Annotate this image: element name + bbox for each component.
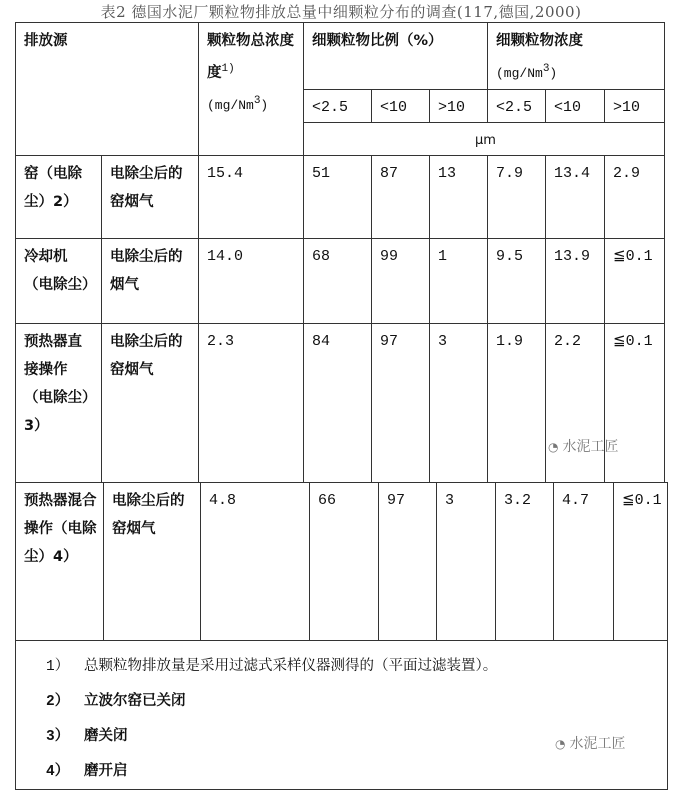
- row-source: 预热器混合操作（电除尘）4）: [16, 483, 104, 641]
- size-header: <10: [546, 90, 605, 123]
- table-title: 表2 德国水泥厂颗粒物排放总量中细颗粒分布的调查(117,德国,2000): [100, 3, 582, 21]
- row-value: 1.9: [488, 324, 546, 483]
- row-total: 15.4: [199, 156, 304, 239]
- table-row: [16, 324, 665, 483]
- row-source: 窑（电除尘）2）: [16, 156, 102, 239]
- watermark: ◔ 水泥工匠: [555, 736, 626, 752]
- row-value: 9.5: [488, 239, 546, 324]
- row-gas: 电除尘后的窑烟气: [104, 483, 201, 641]
- row-value: 3: [430, 324, 488, 483]
- size-header: >10: [605, 90, 665, 123]
- row-value: 2.2: [546, 324, 605, 483]
- row-value: 51: [304, 156, 372, 239]
- row-source: 预热器直接操作（电除尘）3）: [16, 324, 102, 483]
- row-value: 97: [379, 483, 437, 641]
- survey-table: [15, 22, 665, 483]
- table-row: [16, 239, 665, 324]
- row-value: ≦0.1: [614, 483, 668, 641]
- row-value: 1: [430, 239, 488, 324]
- footnote: 3） 磨关闭: [46, 728, 128, 745]
- row-gas: 电除尘后的烟气: [102, 239, 199, 324]
- footnote: 2） 立波尔窑已关闭: [46, 693, 186, 710]
- row-value: 3.2: [496, 483, 554, 641]
- row-value: 2.9: [605, 156, 665, 239]
- table-row: [16, 483, 668, 641]
- row-total: 2.3: [199, 324, 304, 483]
- size-unit: μm: [304, 123, 665, 156]
- row-gas: 电除尘后的窑烟气: [102, 324, 199, 483]
- header-source: 排放源: [16, 23, 199, 156]
- wechat-icon: ◔: [548, 440, 559, 454]
- watermark: ◔ 水泥工匠: [548, 439, 619, 455]
- row-source: 冷却机（电除尘）: [16, 239, 102, 324]
- table-row: [16, 156, 665, 239]
- size-header: <2.5: [304, 90, 372, 123]
- row-value: 4.7: [554, 483, 614, 641]
- size-header: >10: [430, 90, 488, 123]
- footnotes: [16, 641, 668, 790]
- row-total: 4.8: [201, 483, 310, 641]
- row-value: 13: [430, 156, 488, 239]
- row-value: 99: [372, 239, 430, 324]
- row-value: 66: [310, 483, 379, 641]
- header-fine-ratio: 细颗粒物比例（%）: [304, 23, 488, 90]
- row-value: 13.9: [546, 239, 605, 324]
- size-header: <2.5: [488, 90, 546, 123]
- row-gas: 电除尘后的窑烟气: [102, 156, 199, 239]
- row-value: 84: [304, 324, 372, 483]
- wechat-icon: ◔: [555, 737, 566, 751]
- header-total-concentration: 颗粒物总浓度 度$^{1)}$ (mg/Nm$^3$): [199, 23, 304, 156]
- row-value: 3: [437, 483, 496, 641]
- row-value: 68: [304, 239, 372, 324]
- row-value: ≦0.1: [605, 324, 665, 483]
- footnote: 4） 磨开启: [46, 763, 128, 780]
- row-value: 13.4: [546, 156, 605, 239]
- header-fine-concentration: 细颗粒物浓度 (mg/Nm$^3$): [488, 23, 665, 90]
- row-value: 87: [372, 156, 430, 239]
- row-total: 14.0: [199, 239, 304, 324]
- row-value: 7.9: [488, 156, 546, 239]
- footnote: 1） 总颗粒物排放量是采用过滤式采样仪器测得的（平面过滤装置）。: [46, 658, 498, 675]
- row-value: 97: [372, 324, 430, 483]
- row-value: ≦0.1: [605, 239, 665, 324]
- size-header: <10: [372, 90, 430, 123]
